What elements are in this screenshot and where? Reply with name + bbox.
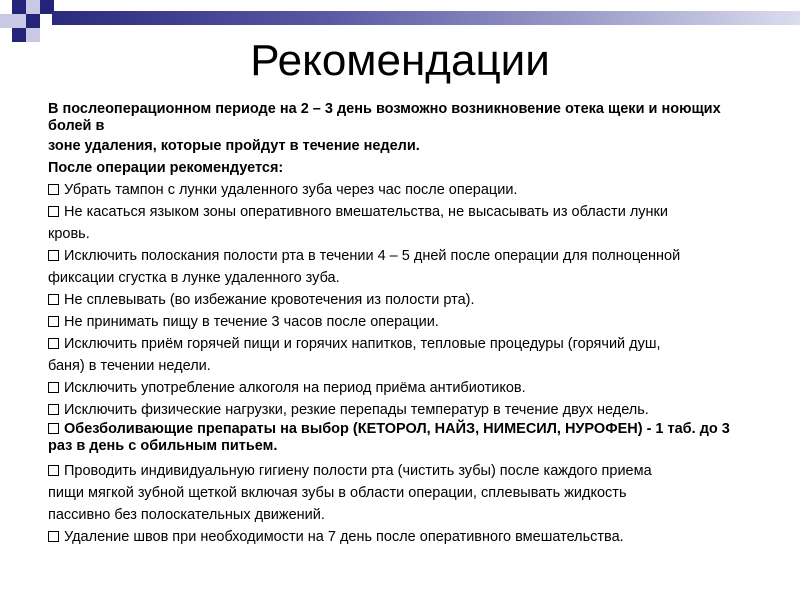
list-item-line <box>48 421 758 455</box>
list-item <box>48 526 758 548</box>
list-item <box>48 179 758 201</box>
list-item <box>48 245 758 289</box>
list-item-text: пищи мягкой зубной щеткой включая зубы в области операции, сплевывать жидкость <box>48 485 627 501</box>
intro-paragraph: В послеоперационном периоде на 2 – 3 день возможно возникновение отека щеки и ноющих болей в <box>48 101 721 134</box>
list-item-line <box>48 311 758 333</box>
list-item-line <box>48 482 758 504</box>
decor-square <box>12 14 26 28</box>
decor-square <box>0 14 14 28</box>
list-item-text: Исключить физические нагрузки, резкие перепады температур в течение двух недель. <box>64 402 649 418</box>
list-item-line <box>48 223 758 245</box>
list-item-text: Не касаться языком зоны оперативного вмешательства, не высасывать из области лунки <box>64 204 668 220</box>
square-bullet-icon <box>48 294 59 305</box>
square-bullet-icon <box>48 382 59 393</box>
list-item-text: фиксации сгустка в лунке удаленного зуба. <box>48 270 340 286</box>
decor-square <box>12 0 26 14</box>
square-bullet-icon <box>48 250 59 261</box>
recommendations-heading: После операции рекомендуется: <box>48 160 284 176</box>
list-item <box>48 289 758 311</box>
list-item-line <box>48 333 758 355</box>
list-item-line <box>48 267 758 289</box>
list-item <box>48 421 758 455</box>
square-bullet-icon <box>48 338 59 349</box>
header-gradient-bar <box>52 11 800 25</box>
square-bullet-icon <box>48 184 59 195</box>
list-item <box>48 460 758 526</box>
recommendations-list <box>48 179 758 548</box>
list-item-text: Исключить полоскания полости рта в течении 4 – 5 дней после операции для полноценной <box>64 248 681 264</box>
square-bullet-icon <box>48 531 59 542</box>
list-item-line <box>48 245 758 267</box>
list-item-line <box>48 504 758 526</box>
slide-title: Рекомендации <box>250 36 550 85</box>
decor-square <box>26 14 40 28</box>
list-item-line <box>48 460 758 482</box>
list-item-line <box>48 289 758 311</box>
list-item-line <box>48 399 758 421</box>
list-item-line <box>48 526 758 548</box>
list-item-line <box>48 201 758 223</box>
square-bullet-icon <box>48 404 59 415</box>
square-bullet-icon <box>48 465 59 476</box>
slide-content <box>48 101 758 548</box>
list-item-line <box>48 355 758 377</box>
list-item-text: Обезболивающие препараты на выбор (КЕТОРОЛ, НАЙЗ, НИМЕСИЛ, НУРОФЕН) - 1 таб. до 3 раз в день с обильным питьем. <box>48 421 730 454</box>
list-item <box>48 399 758 421</box>
list-item-text: баня) в течении недели. <box>48 358 211 374</box>
list-item-text: Исключить употребление алкоголя на период приёма антибиотиков. <box>64 380 526 396</box>
list-item <box>48 333 758 377</box>
decor-square <box>26 0 40 14</box>
list-item-text: Удаление швов при необходимости на 7 день после оперативного вмешательства. <box>64 529 624 545</box>
list-item-text: Исключить приём горячей пищи и горячих напитков, тепловые процедуры (горячий душ, <box>64 336 661 352</box>
list-item-text: Не сплевывать (во избежание кровотечения из полости рта). <box>64 292 475 308</box>
list-item-text: пассивно без полоскательных движений. <box>48 507 325 523</box>
square-bullet-icon <box>48 206 59 217</box>
square-bullet-icon <box>48 316 59 327</box>
list-item-text: кровь. <box>48 226 90 242</box>
list-item-text: Не принимать пищу в течение 3 часов после операции. <box>64 314 439 330</box>
list-item-line <box>48 377 758 399</box>
list-item <box>48 201 758 245</box>
list-item <box>48 377 758 399</box>
square-bullet-icon <box>48 423 59 434</box>
list-item-line <box>48 179 758 201</box>
list-item-text: Проводить индивидуальную гигиену полости рта (чистить зубы) после каждого приема <box>64 463 652 479</box>
list-item-text: Убрать тампон с лунки удаленного зуба через час после операции. <box>64 182 518 198</box>
intro-paragraph: зоне удаления, которые пройдут в течение недели. <box>48 138 420 154</box>
list-item <box>48 311 758 333</box>
